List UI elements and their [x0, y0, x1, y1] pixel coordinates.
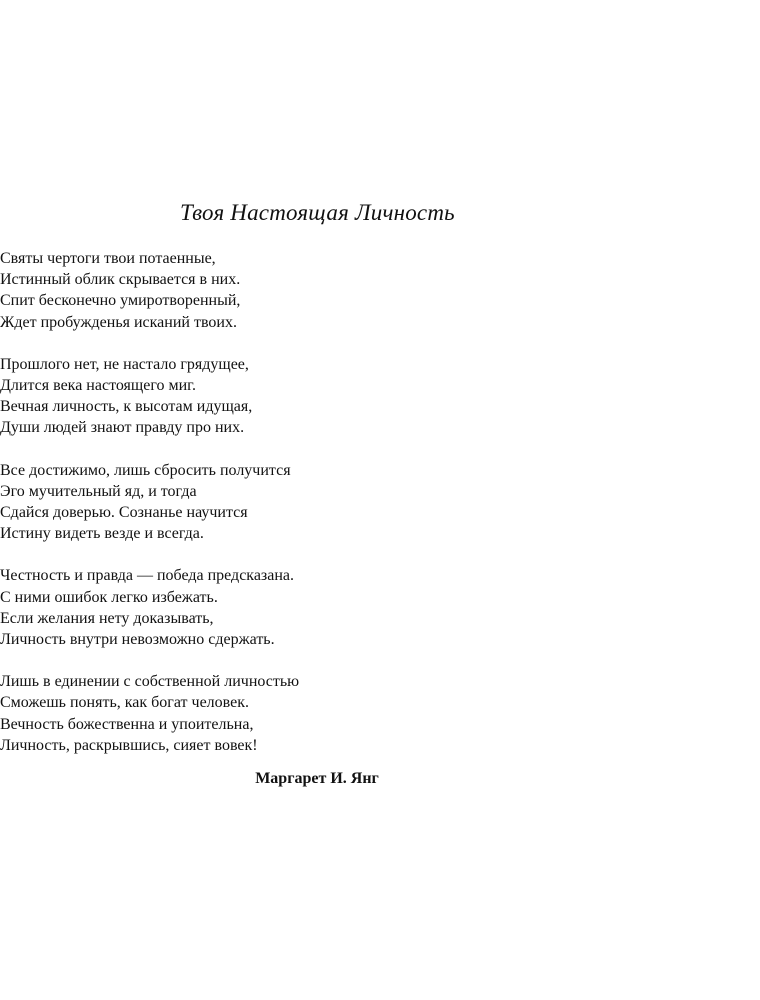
- stanza-2: [0, 354, 634, 439]
- stanza-5: [0, 671, 634, 756]
- poem-line: Эго мучительный яд, и тогда: [0, 482, 197, 500]
- poem-line: Вечная личность, к высотам идущая,: [0, 398, 253, 416]
- stanza-1: [0, 248, 634, 333]
- poem-line: Истину видеть везде и всегда.: [0, 525, 204, 543]
- poem-line: Личность внутри невозможно сдержать.: [0, 631, 275, 649]
- poem-line: Спит бесконечно умиротворенный,: [0, 292, 241, 310]
- poem-line: С ними ошибок легко избежать.: [0, 588, 218, 606]
- poem-body: [0, 248, 634, 777]
- poem-line: Честность и правда — победа предсказана.: [0, 567, 295, 585]
- poem-line: Если желания нету доказывать,: [0, 609, 214, 627]
- poem-line: Прошлого нет, не настало грядущее,: [0, 355, 249, 373]
- poem-line: Личность, раскрывшись, сияет вовек!: [0, 736, 258, 754]
- poem-line: Длится века настоящего миг.: [0, 377, 196, 395]
- poem-title: Твоя Настоящая Личность: [180, 200, 455, 225]
- poem-line: Ждет пробужденья исканий твоих.: [0, 313, 237, 331]
- poem-line: Святы чертоги твои потаенные,: [0, 250, 216, 267]
- poem-line: Вечность божественна и упоительна,: [0, 715, 254, 733]
- stanza-4: [0, 565, 634, 650]
- stanza-3: [0, 460, 634, 545]
- poem-line: Все достижимо, лишь сбросить получится: [0, 461, 291, 479]
- poem-line: Души людей знают правду про них.: [0, 419, 245, 437]
- poem-line: Истинный облик скрывается в них.: [0, 271, 241, 289]
- poem-line: Лишь в единении с собственной личностью: [0, 673, 300, 691]
- poem-line: Сдайся доверью. Сознанье научится: [0, 504, 248, 522]
- poem-author: Маргарет И. Янг: [255, 770, 379, 787]
- poem-line: Сможешь понять, как богат человек.: [0, 694, 249, 712]
